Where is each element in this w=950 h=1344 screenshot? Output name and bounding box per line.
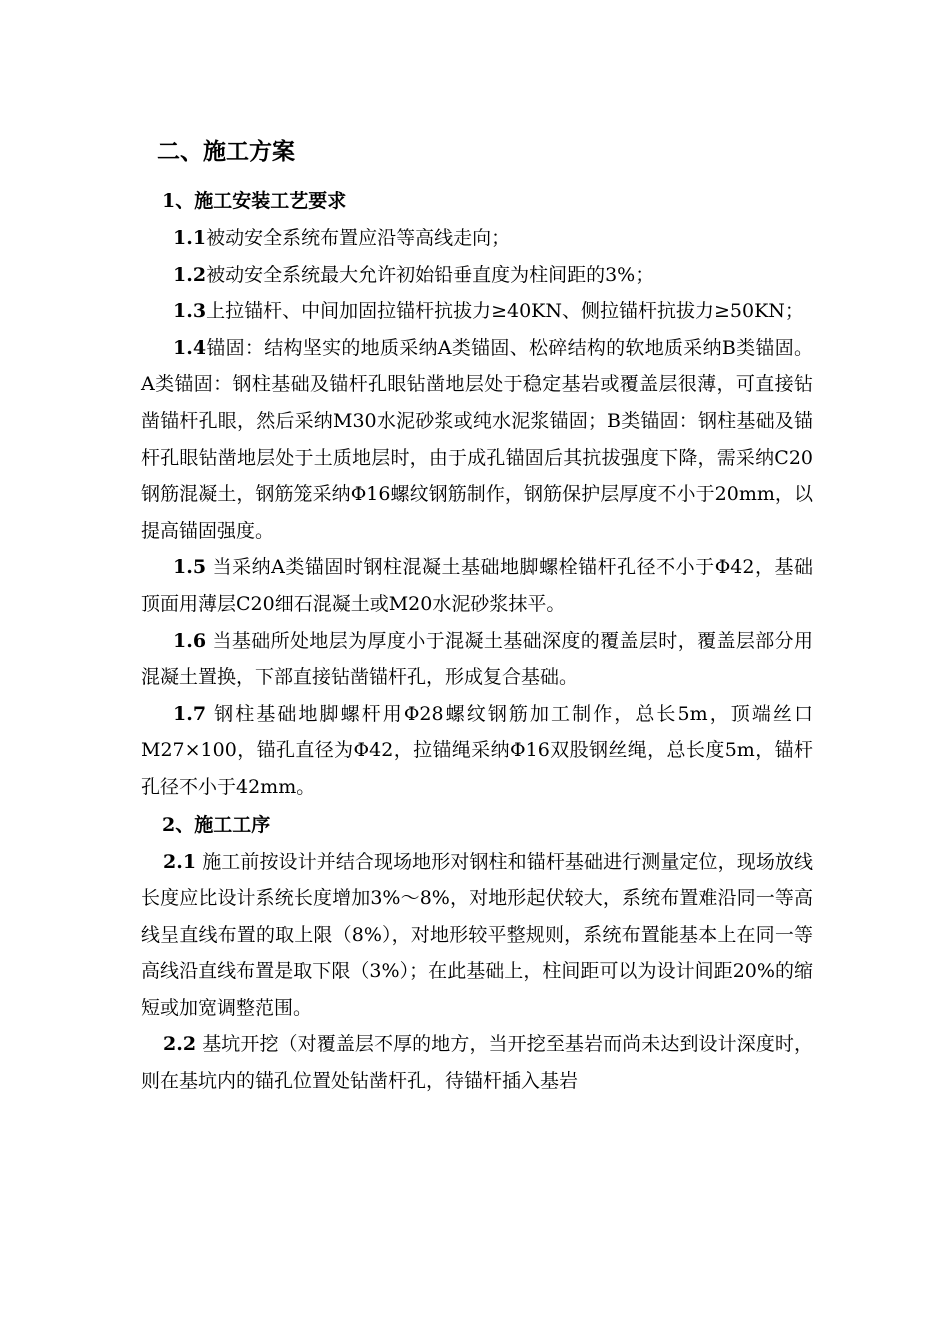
item-text: 钢柱基础地脚螺杆用Φ28螺纹钢筋加工制作，总长5m，顶端丝口M27×100，锚孔直径为Φ42，拉锚绳采纳Φ16双股钢丝绳，总长度5m，锚杆孔径不小于42mm。 [141, 702, 813, 798]
item-number: 1.2 [173, 263, 207, 286]
paragraph-1-4 [141, 330, 813, 550]
subsection-title-1: 1、施工安装工艺要求 [162, 190, 347, 212]
subsection-title-2: 2、施工工序 [162, 813, 271, 836]
item-text: 当采纳A类锚固时钢柱混凝土基础地脚螺栓锚杆孔径不小于Φ42，基础顶面用薄层C20细石混凝土或M20水泥砂浆抹平。 [141, 556, 813, 615]
item-number: 2.2 [163, 1033, 197, 1056]
item-text: 被动安全系统布置应沿等高线走向； [206, 227, 511, 249]
item-text: 当基础所处地层为厚度小于混凝土基础深度的覆盖层时，覆盖层部分用混凝土置换，下部直接钻凿锚杆孔，形成复合基础。 [141, 629, 813, 689]
paragraph-1-7 [141, 696, 813, 806]
document-page [141, 128, 813, 1100]
item-number: 1.7 [173, 702, 207, 725]
item-number: 1.6 [173, 629, 207, 652]
item-number: 1.5 [173, 556, 207, 579]
paragraph-2-2 [141, 1026, 813, 1099]
item-number: 1.4 [173, 336, 207, 359]
item-number: 1.1 [173, 227, 207, 249]
item-text: 被动安全系统最大允许初始铅垂直度为柱间距的3%； [206, 263, 655, 286]
paragraph-1-5 [141, 549, 813, 622]
item-text: 施工前按设计并结合现场地形对钢柱和锚杆基础进行测量定位，现场放线长度应比设计系统长度增加3%～8%，对地形起伏较大，系统布置难沿同一等高线呈直线布置的取上限（8%），对地形较平整规则，系统布置能基本上在同一等高线沿直线布置是取下限（3%）；在此基础上，柱间距可以为设计间距20%的缩短或加宽调整范围。 [141, 850, 813, 1019]
paragraph-1-2 [141, 257, 813, 294]
item-text: 基坑开挖（对覆盖层不厚的地方，当开挖至基岩而尚未达到设计深度时，则在基坑内的锚孔位置处钻凿杆孔，待锚杆插入基岩 [141, 1033, 813, 1093]
paragraph-1-6 [141, 623, 813, 696]
paragraph-1-3 [141, 293, 813, 330]
paragraph-2-1 [141, 844, 813, 1027]
item-number: 2.1 [163, 850, 197, 873]
item-text: 锚固：结构坚实的地质采纳A类锚固、松碎结构的软地质采纳B类锚固。A类锚固：钢柱基础及锚杆孔眼钻凿地层处于稳定基岩或覆盖层很薄，可直接钻凿锚杆孔眼，然后采纳M30水泥砂浆或纯水泥浆锚固；B类锚固：钢柱基础及锚杆孔眼钻凿地层处于土质地层时，由于成孔锚固后其抗拔强度下降，需采纳C20钢筋混凝土，钢筋笼采纳Φ16螺纹钢筋制作，钢筋保护层厚度不小于20mm，以提高锚固强度。 [141, 336, 813, 542]
section-heading: 二、施工方案 [157, 138, 295, 165]
item-number: 1.3 [173, 300, 207, 323]
paragraph-1-1 [141, 220, 813, 257]
item-text: 上拉锚杆、中间加固拉锚杆抗拔力≥40KN、侧拉锚杆抗拔力≥50KN； [206, 300, 804, 323]
